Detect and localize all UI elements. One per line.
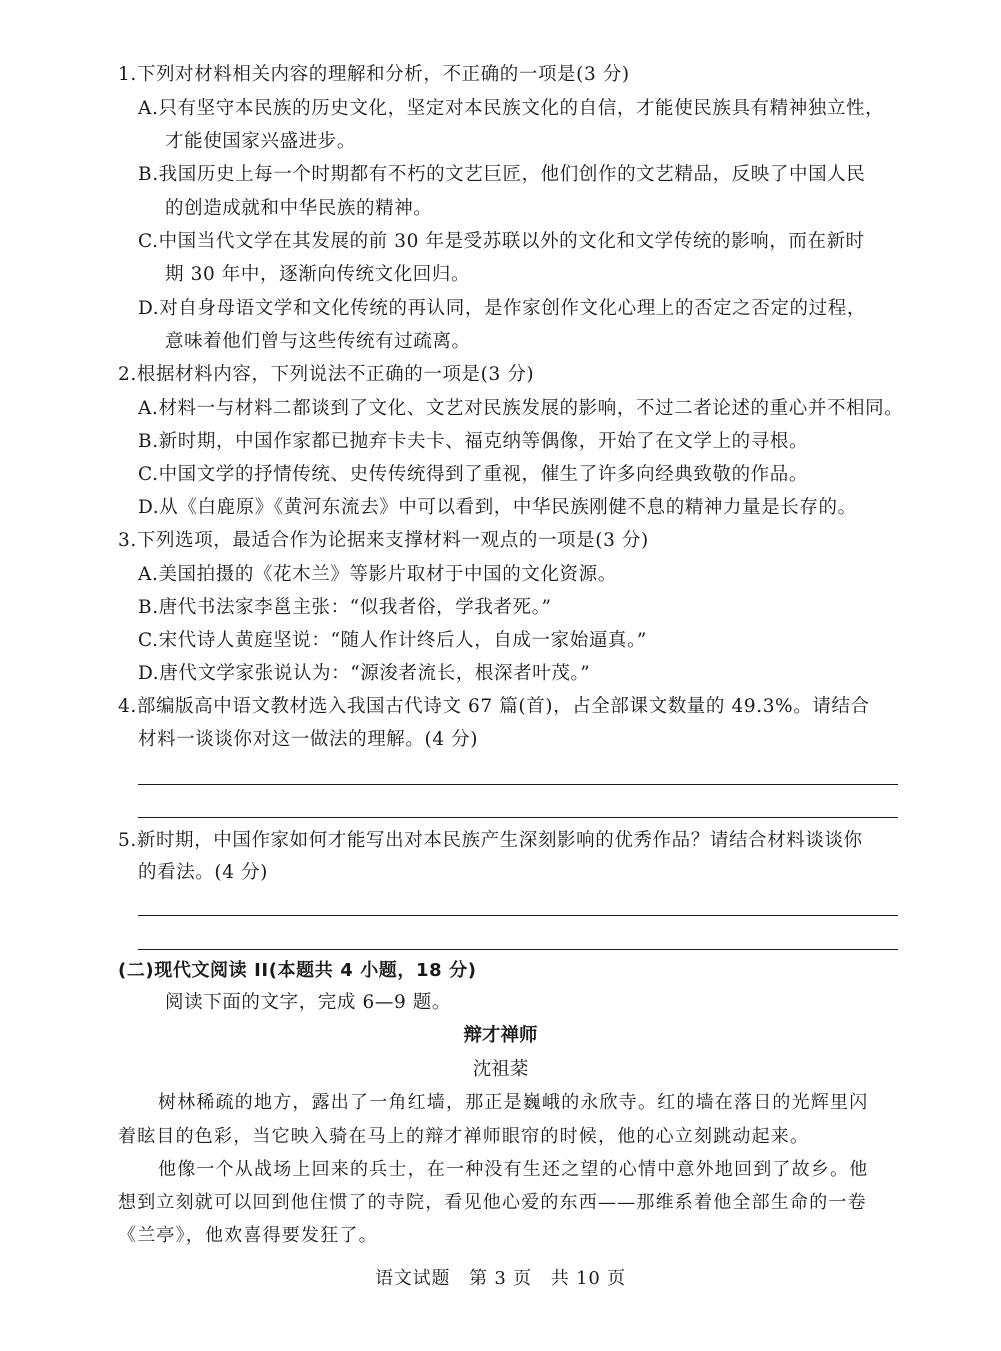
story-title: 辩才禅师 (463, 1025, 538, 1046)
question-2-option-d: D.从《白鹿原》《黄河东流去》中可以看到，中华民族刚健不息的精神力量是长存的。 (138, 497, 857, 518)
question-1-option-c: C.中国当代文学在其发展的前 30 年是受苏联以外的文化和文学传统的影响，而在新时 (138, 231, 865, 252)
question-1-option-d: D.对自身母语文学和文化传统的再认同，是作家创作文化心理上的否定之否定的过程， (138, 298, 866, 319)
story-paragraph-1-line-1: 树林稀疏的地方，露出了一角红墙，那正是巍峨的永欣寺。红的墙在落日的光辉里闪 (158, 1092, 869, 1113)
question-5-stem-cont: 的看法。(4 分) (138, 862, 268, 883)
question-5-answer-line-1[interactable] (138, 915, 898, 916)
page-footer: 语文试题 第 3 页 共 10 页 (375, 1268, 626, 1289)
story-paragraph-2-line-2: 想到立刻就可以回到他住惯了的寺院，看见他心爱的东西——那维系着他全部生命的一卷 (118, 1192, 867, 1213)
question-3-option-d: D.唐代文学家张说认为：“源浚者流长，根深者叶茂。” (138, 663, 591, 684)
question-3-stem: 3.下列选项，最适合作为论据来支撑材料一观点的一项是(3 分) (118, 530, 649, 551)
question-3-option-a: A.美国拍摄的《花木兰》等影片取材于中国的文化资源。 (138, 564, 617, 585)
question-1-option-a: A.只有坚守本民族的历史文化，坚定对本民族文化的自信，才能使民族具有精神独立性， (138, 98, 885, 119)
question-4-stem-cont: 材料一谈谈你对这一做法的理解。(4 分) (138, 729, 479, 750)
question-1-option-b-cont: 的创造成就和中华民族的精神。 (165, 198, 433, 219)
story-paragraph-1-line-2: 着眩目的色彩，当它映入骑在马上的辩才禅师眼帘的时候，他的心立刻跳动起来。 (118, 1126, 810, 1147)
question-3-option-c: C.宋代诗人黄庭坚说：“随人作计终后人，自成一家始逼真。” (138, 630, 647, 651)
story-paragraph-2-line-3: 《兰亭》，他欢喜得要发狂了。 (118, 1225, 378, 1246)
question-3-option-b: B.唐代书法家李邕主张：“似我者俗，学我者死。” (138, 597, 552, 618)
question-1-option-c-cont: 期 30 年中，逐渐向传统文化回归。 (165, 264, 471, 285)
question-5-answer-line-2[interactable] (138, 949, 898, 950)
question-4-answer-line-1[interactable] (138, 784, 898, 785)
question-1-option-a-cont: 才能使国家兴盛进步。 (165, 131, 357, 152)
question-2-option-b: B.新时期，中国作家都已抛弃卡夫卡、福克纳等偶像，开始了在文学上的寻根。 (138, 431, 809, 452)
question-4-answer-line-2[interactable] (138, 817, 898, 818)
section-instruction: 阅读下面的文字，完成 6—9 题。 (165, 992, 452, 1013)
question-2-option-a: A.材料一与材料二都谈到了文化、文艺对民族发展的影响，不过二者论述的重心并不相同。 (138, 398, 904, 419)
question-2-option-c: C.中国文学的抒情传统、史传传统得到了重视，催生了许多向经典致敬的作品。 (138, 464, 808, 485)
story-author: 沈祖棻 (472, 1059, 529, 1080)
question-1-stem: 1.下列对材料相关内容的理解和分析，不正确的一项是(3 分) (118, 64, 630, 85)
question-1-option-d-cont: 意味着他们曾与这些传统有过疏离。 (165, 331, 471, 352)
question-4-stem: 4.部编版高中语文教材选入我国古代诗文 67 篇(首)，占全部课文数量的 49.3%。请结合 (118, 696, 870, 717)
question-1-option-b: B.我国历史上每一个时期都有不朽的文艺巨匠，他们创作的文艺精品，反映了中国人民 (138, 164, 866, 185)
story-paragraph-2-line-1: 他像一个从战场上回来的兵士，在一种没有生还之望的心情中意外地回到了故乡。他 (158, 1159, 869, 1180)
section-heading: (二)现代文阅读 II(本题共 4 小题，18 分) (118, 960, 477, 981)
question-5-stem: 5.新时期，中国作家如何才能写出对本民族产生深刻影响的优秀作品？请结合材料谈谈你 (118, 830, 863, 851)
question-2-stem: 2.根据材料内容，下列说法不正确的一项是(3 分) (118, 364, 535, 385)
